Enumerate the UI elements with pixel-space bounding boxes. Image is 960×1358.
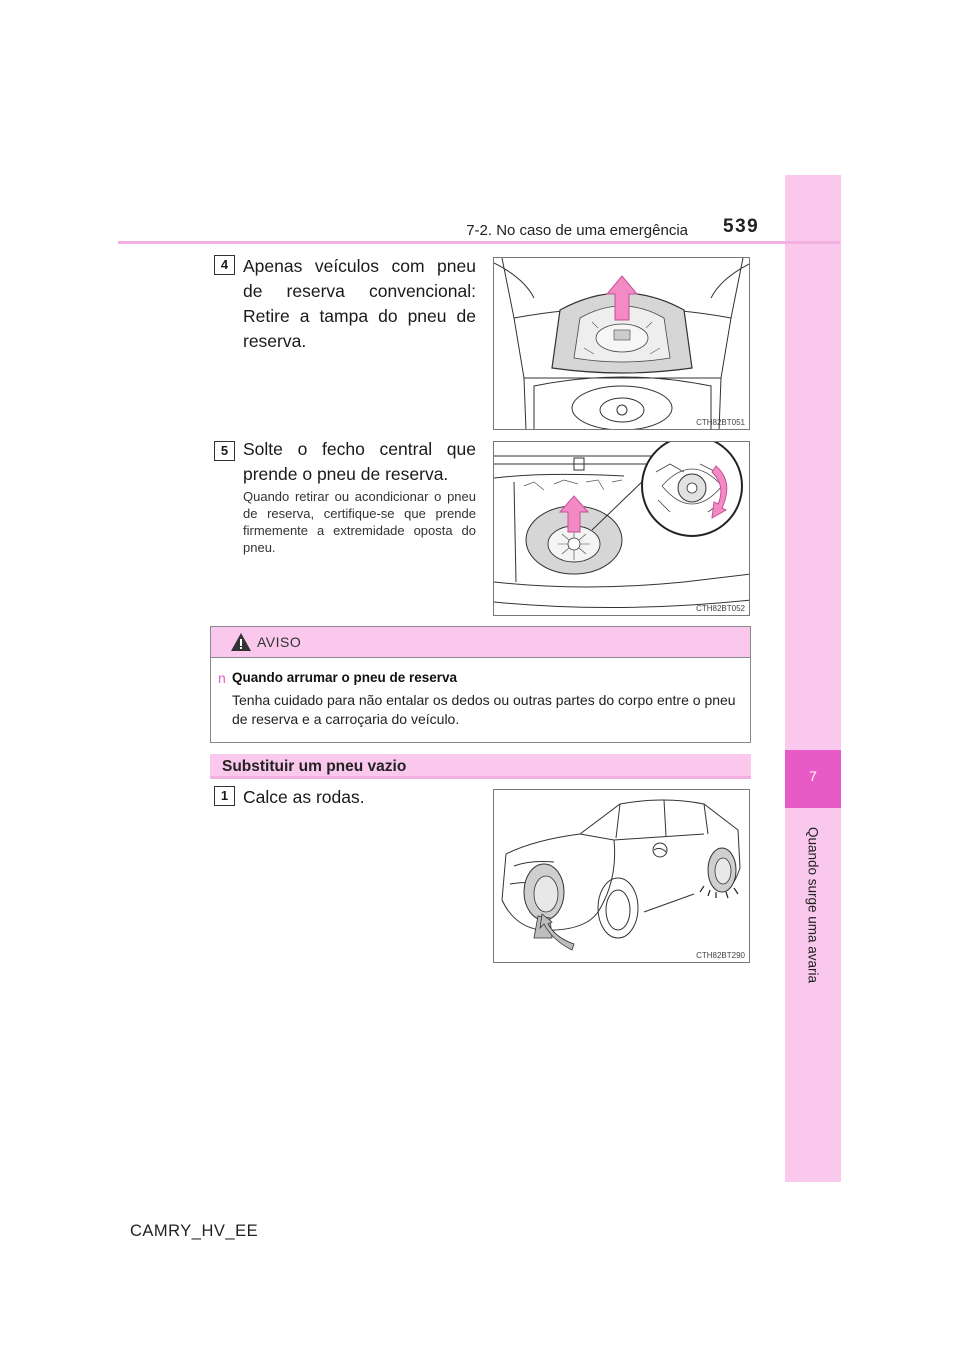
warning-box: [210, 626, 751, 743]
warning-title: AVISO: [257, 634, 302, 650]
figure-code: CTH82BT290: [696, 951, 745, 960]
spare-tire-lock-illustration: [494, 442, 750, 616]
warning-bullet: n: [218, 670, 226, 686]
step-text-4: Apenas veículos com pneu de reserva convencional: Retire a tampa do pneu de reserva.: [243, 256, 476, 351]
step-number-5: 5: [214, 441, 235, 461]
step-number-1: 1: [214, 786, 235, 806]
figure-code: CTH82BT052: [696, 604, 745, 613]
footer-document-code: CAMRY_HV_EE: [130, 1222, 259, 1240]
side-chapter-title: Quando surge uma avaria: [805, 826, 821, 984]
step-note-5: Quando retirar ou acondicionar o pneu de reserva, certifique-se que prende firmemente a extremidade oposta do pneu.: [243, 489, 476, 555]
figure-spare-tire-cover: [493, 257, 750, 430]
step-text-5: Solte o fecho central que prende o pneu de reserva.: [243, 439, 476, 484]
trunk-cover-illustration: [494, 258, 750, 430]
section-title: Substituir um pneu vazio: [222, 758, 407, 775]
warning-header: [211, 627, 750, 658]
side-chapter-tab: [785, 175, 841, 1182]
warning-subtitle: Quando arrumar o pneu de reserva: [232, 670, 458, 685]
side-chapter-number: 7: [809, 768, 817, 784]
header-rule: [118, 241, 840, 244]
figure-wheel-chocks: [493, 789, 750, 963]
figure-code: CTH82BT051: [696, 418, 745, 427]
car-wheel-chocks-illustration: [494, 790, 750, 963]
page-number: 539: [723, 216, 760, 237]
header-section-title: 7-2. No caso de uma emergência: [466, 222, 688, 239]
warning-triangle-icon: [230, 632, 252, 652]
step-text-1: Calce as rodas.: [243, 787, 365, 807]
warning-body: Tenha cuidado para não entalar os dedos ou outras partes do corpo entre o pneu de reserva e a carroçaria do veículo.: [232, 692, 736, 727]
figure-spare-tire-lock: [493, 441, 750, 616]
section-heading: [210, 754, 751, 779]
step-number-4: 4: [214, 255, 235, 275]
